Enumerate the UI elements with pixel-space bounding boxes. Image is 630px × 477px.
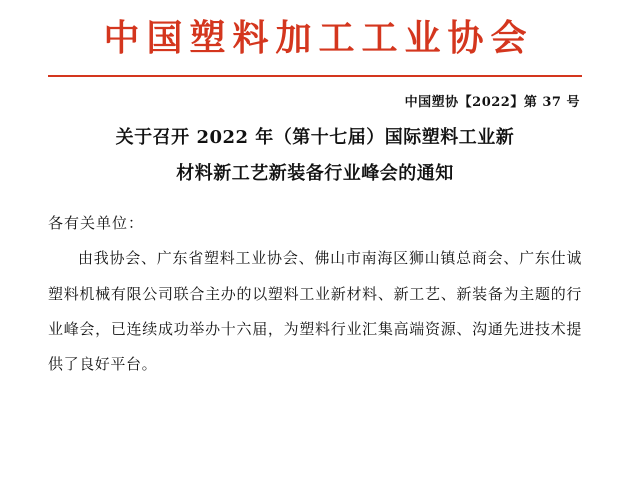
salutation: 各有关单位： <box>48 214 145 232</box>
document-title <box>48 120 582 192</box>
document-number: 中国塑协【2022】第 37 号 <box>404 95 580 110</box>
document-masthead <box>48 0 582 77</box>
organization-title: 中国塑料加工工业协会 <box>103 17 534 59</box>
document-content <box>48 0 582 477</box>
document-title-line-2: 材料新工艺新装备行业峰会的通知 <box>176 163 454 184</box>
document-title-line-1: 关于召开 2022 年（第十七届）国际塑料工业新 <box>115 127 515 148</box>
document-body <box>48 206 582 382</box>
masthead-divider <box>48 75 582 77</box>
body-paragraph-1: 由我协会、广东省塑料工业协会、佛山市南海区狮山镇总商会、广东仕诚塑料机械有限公司联合主办的以塑料工业新材料、新工艺、新装备为主题的行业峰会，已连续成功举办十六届，为塑料行业汇集高端资源、沟通先进技术提供了良好平台。 <box>48 249 582 373</box>
